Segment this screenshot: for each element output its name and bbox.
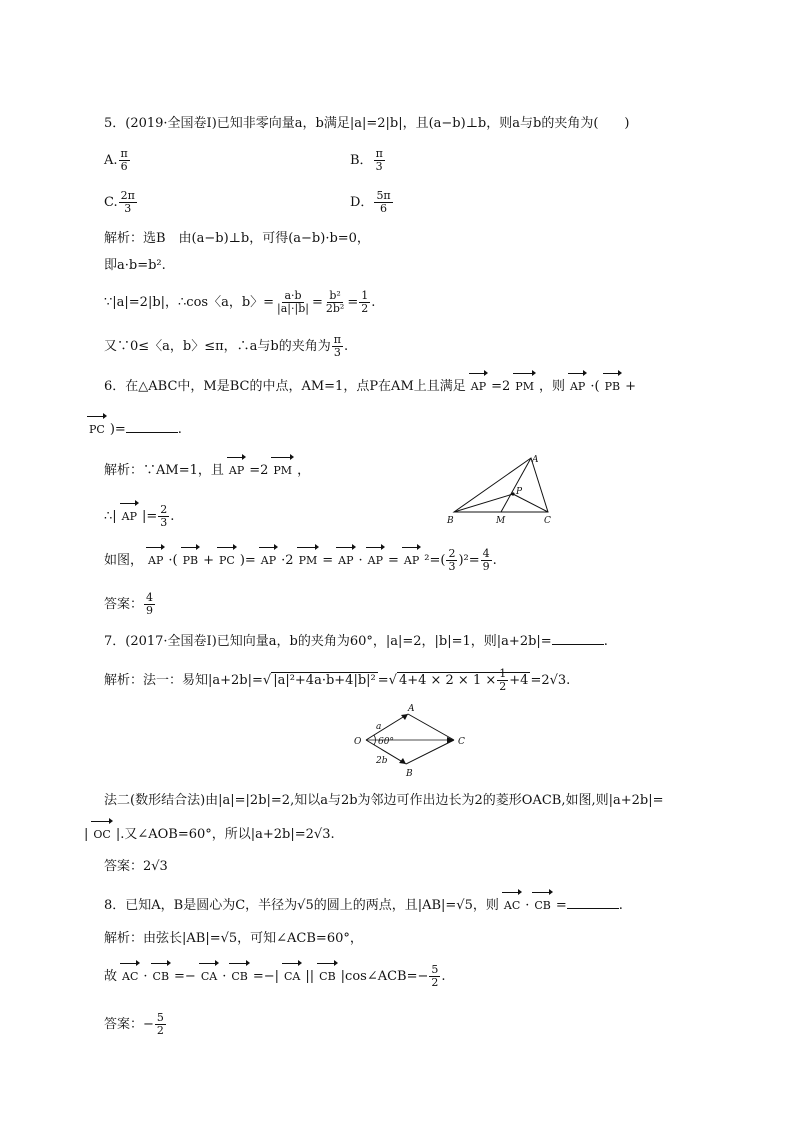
q6-fig-label-b: B (447, 516, 454, 526)
q8-solution-2: 故 AC · CB =− CA · CB =−| CA || CB |cos∠ACB=− $\frac{5}{2}$ . (104, 963, 446, 989)
q7-solution-1: 解析：法一：易知|a+2b|=√ |a|²+4a·b+4|b|² =√ 4+4 × 2 × 1 × $\frac{1}{2}$ +4 =2√3. (104, 667, 571, 693)
q7-rhombus-figure (348, 700, 474, 780)
q5-option-d-label: D． (350, 195, 374, 210)
q7-fig-label-a: A (408, 704, 415, 714)
q6-fig-label-p: P (516, 487, 523, 497)
q6-solution-3: 如图， AP ·( PB + PC )= AP ·2 PM = AP · AP = AP ²=( $\frac{2}{3}$ )²= $\frac{4}{9}$ . (104, 547, 497, 573)
q7-fig-label-b: B (406, 769, 413, 779)
q6-stem-line1: 6．在△ABC中，M是BC的中点，AM=1，点P在AM上且满足 AP =2 PM ，则 AP ·( PB + (104, 379, 636, 394)
q7-answer: 答案：2√3 (104, 859, 168, 874)
q8-stem: 8．已知A，B是圆心为C，半径为√5的圆上的两点，且|AB|=√5，则 AC · CB = . (104, 898, 623, 913)
q5-stem: 5．(2019·全国卷Ⅰ)已知非零向量a，b满足|a|=2|b|，且(a−b)⊥b，则a与b的夹角为( ) (104, 116, 630, 131)
q8-solution-1: 解析：由弦长|AB|=√5，可知∠ACB=60°， (104, 931, 363, 946)
q5-options-row2 (104, 189, 391, 215)
q7-stem: 7．(2017·全国卷Ⅰ)已知向量a，b的夹角为60°，|a|=2，|b|=1，则|a+2b|= . (104, 634, 608, 649)
q8-answer-blank (567, 896, 619, 909)
q7-solution-3: | OC |.又∠AOB=60°，所以|a+2b|=2√3. (84, 827, 335, 842)
q5-options-row1 (104, 147, 383, 173)
q6-stem-line2: PC )= . (89, 422, 182, 437)
q6-fig-label-c: C (544, 516, 551, 526)
q5-option-c-value: $\frac{2\pi}{3}$ (120, 189, 135, 215)
q6-solution-1: 解析：∵AM=1，且 AP =2 PM ， (104, 463, 311, 478)
q6-answer: 答案： $\frac{4}{9}$ (104, 591, 154, 617)
q5-option-a-value: $\frac{\pi}{6}$ (120, 147, 128, 173)
q7-fig-vector-a: a (376, 722, 382, 732)
q7-answer-blank (552, 632, 604, 645)
q5-solution-2: 即a·b=b². (104, 258, 166, 273)
q5-option-a-label: A. (104, 153, 118, 168)
q5-solution-4: 又∵0≤〈a，b〉≤π，∴a与b的夹角为 $\frac{\pi}{3}$ . (104, 333, 349, 359)
q7-fig-label-o: O (354, 737, 362, 747)
q6-fig-label-a: A (532, 455, 539, 465)
q5-option-c-label: C. (104, 195, 118, 210)
q5-option-b-value: $\frac{\pi}{3}$ (375, 147, 383, 173)
q6-solution-2: ∴| AP |= $\frac{2}{3}$ . (104, 503, 175, 529)
q5-option-b-label: B． (350, 153, 373, 168)
q5-solution-3: ∵|a|=2|b|，∴cos〈a，b〉= $\frac{a\cdot b}{|a|\cdot|b|}$ = $\frac{\text{b²}}{\text{2b²}}$ = $\frac{1}{2}$ . (104, 289, 376, 315)
q7-fig-vector-2b: 2b (376, 756, 388, 766)
q5-solution-1: 解析：选B 由(a−b)⊥b，可得(a−b)·b=0， (104, 231, 370, 246)
q8-answer: 答案：− $\frac{5}{2}$ (104, 1011, 164, 1037)
q7-solution-2: 法二(数形结合法)由|a|=|2b|=2,知以a与2b为邻边可作出边长为2的菱形OACB,如图,则|a+2b|= (104, 793, 664, 808)
q5-option-d-value: $\frac{5\pi}{6}$ (376, 189, 391, 215)
q6-fig-label-m: M (496, 516, 506, 526)
q7-fig-angle: 60° (378, 737, 394, 747)
q6-triangle-figure (444, 452, 560, 528)
q6-answer-blank (126, 420, 178, 433)
q7-fig-label-c: C (458, 737, 465, 747)
